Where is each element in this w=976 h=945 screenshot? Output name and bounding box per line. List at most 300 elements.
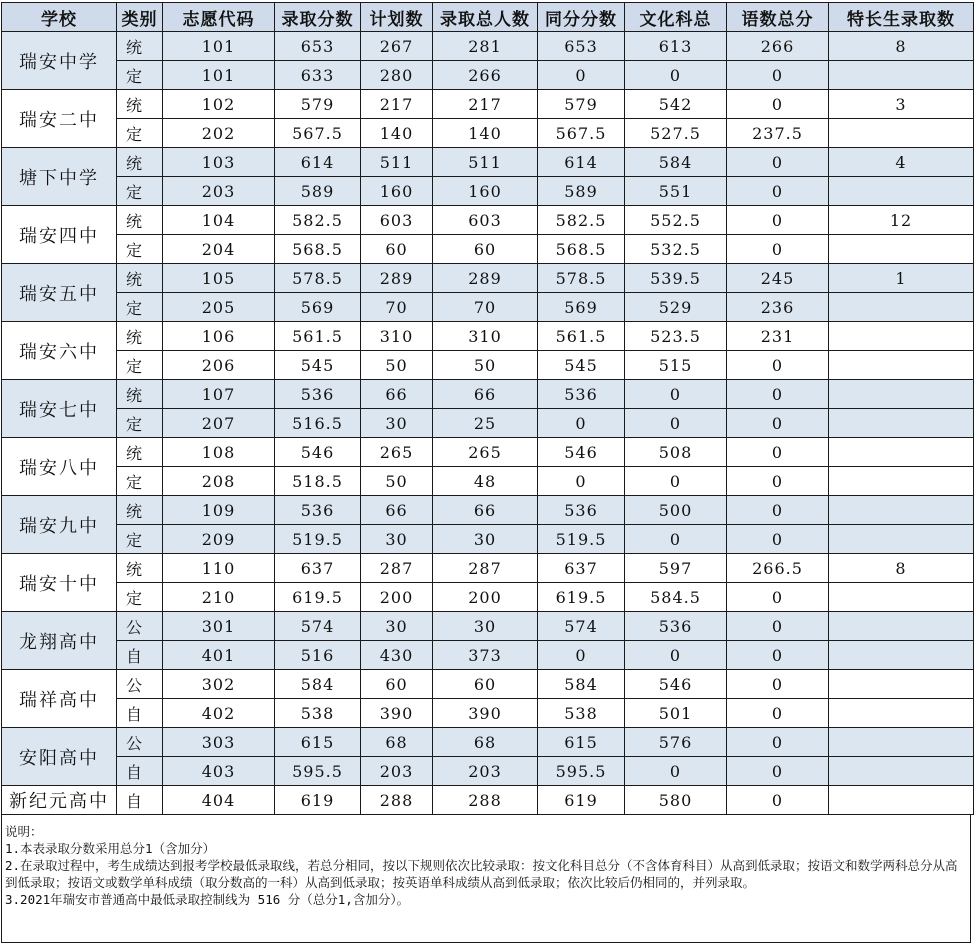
school-name-cell: 瑞安九中 <box>2 496 117 554</box>
admission-score-cell: 589 <box>275 177 361 206</box>
chinese-math-total-cell: 237.5 <box>727 119 829 148</box>
table-row <box>2 467 974 496</box>
code-cell: 110 <box>163 554 275 583</box>
chinese-math-total-cell: 266 <box>727 32 829 61</box>
header-plan-count: 计划数 <box>361 3 433 32</box>
admission-score-cell: 538 <box>275 699 361 728</box>
tie-score-cell: 538 <box>538 699 625 728</box>
admission-score-cell: 536 <box>275 496 361 525</box>
header-admission-score: 录取分数 <box>275 3 361 32</box>
admission-score-cell: 516.5 <box>275 409 361 438</box>
culture-total-cell: 0 <box>625 380 727 409</box>
chinese-math-total-cell: 0 <box>727 409 829 438</box>
table-row <box>2 670 974 699</box>
admitted-total-cell: 140 <box>433 119 538 148</box>
school-name-cell: 瑞安中学 <box>2 32 117 90</box>
specialty-count-cell <box>829 757 974 786</box>
culture-total-cell: 501 <box>625 699 727 728</box>
admission-score-cell: 569 <box>275 293 361 322</box>
tie-score-cell: 536 <box>538 496 625 525</box>
chinese-math-total-cell: 0 <box>727 467 829 496</box>
school-name-cell: 瑞祥高中 <box>2 670 117 728</box>
header-culture-total: 文化科总 <box>625 3 727 32</box>
table-row <box>2 61 974 90</box>
category-cell: 公 <box>117 612 163 641</box>
school-name-cell: 塘下中学 <box>2 148 117 206</box>
table-row <box>2 728 974 757</box>
category-cell: 自 <box>117 786 163 815</box>
admitted-total-cell: 68 <box>433 728 538 757</box>
table-row <box>2 32 974 61</box>
admitted-total-cell: 265 <box>433 438 538 467</box>
category-cell: 公 <box>117 670 163 699</box>
admission-score-cell: 633 <box>275 61 361 90</box>
culture-total-cell: 0 <box>625 525 727 554</box>
specialty-count-cell: 12 <box>829 206 974 235</box>
tie-score-cell: 561.5 <box>538 322 625 351</box>
category-cell: 统 <box>117 264 163 293</box>
school-name-cell: 瑞安十中 <box>2 554 117 612</box>
code-cell: 103 <box>163 148 275 177</box>
code-cell: 202 <box>163 119 275 148</box>
category-cell: 统 <box>117 496 163 525</box>
table-row <box>2 322 974 351</box>
culture-total-cell: 523.5 <box>625 322 727 351</box>
plan-count-cell: 265 <box>361 438 433 467</box>
code-cell: 206 <box>163 351 275 380</box>
admitted-total-cell: 281 <box>433 32 538 61</box>
culture-total-cell: 552.5 <box>625 206 727 235</box>
header-school: 学校 <box>2 3 117 32</box>
culture-total-cell: 613 <box>625 32 727 61</box>
admission-score-cell: 582.5 <box>275 206 361 235</box>
category-cell: 定 <box>117 467 163 496</box>
admitted-total-cell: 30 <box>433 525 538 554</box>
code-cell: 404 <box>163 786 275 815</box>
school-name-cell: 瑞安二中 <box>2 90 117 148</box>
category-cell: 定 <box>117 351 163 380</box>
specialty-count-cell: 1 <box>829 264 974 293</box>
plan-count-cell: 30 <box>361 409 433 438</box>
admitted-total-cell: 200 <box>433 583 538 612</box>
category-cell: 定 <box>117 409 163 438</box>
chinese-math-total-cell: 0 <box>727 583 829 612</box>
tie-score-cell: 519.5 <box>538 525 625 554</box>
school-name-cell: 安阳高中 <box>2 728 117 786</box>
culture-total-cell: 536 <box>625 612 727 641</box>
tie-score-cell: 578.5 <box>538 264 625 293</box>
plan-count-cell: 310 <box>361 322 433 351</box>
tie-score-cell: 584 <box>538 670 625 699</box>
category-cell: 定 <box>117 235 163 264</box>
culture-total-cell: 529 <box>625 293 727 322</box>
culture-total-cell: 597 <box>625 554 727 583</box>
table-row <box>2 409 974 438</box>
culture-total-cell: 580 <box>625 786 727 815</box>
culture-total-cell: 539.5 <box>625 264 727 293</box>
table-row <box>2 438 974 467</box>
tie-score-cell: 545 <box>538 351 625 380</box>
plan-count-cell: 50 <box>361 467 433 496</box>
specialty-count-cell <box>829 409 974 438</box>
chinese-math-total-cell: 0 <box>727 757 829 786</box>
specialty-count-cell: 8 <box>829 554 974 583</box>
specialty-count-cell <box>829 612 974 641</box>
category-cell: 定 <box>117 293 163 322</box>
code-cell: 105 <box>163 264 275 293</box>
specialty-count-cell <box>829 380 974 409</box>
admission-score-cell: 536 <box>275 380 361 409</box>
plan-count-cell: 160 <box>361 177 433 206</box>
tie-score-cell: 595.5 <box>538 757 625 786</box>
plan-count-cell: 267 <box>361 32 433 61</box>
plan-count-cell: 30 <box>361 612 433 641</box>
chinese-math-total-cell: 236 <box>727 293 829 322</box>
code-cell: 203 <box>163 177 275 206</box>
code-cell: 403 <box>163 757 275 786</box>
culture-total-cell: 0 <box>625 409 727 438</box>
table-row <box>2 90 974 119</box>
specialty-count-cell <box>829 322 974 351</box>
culture-total-cell: 508 <box>625 438 727 467</box>
chinese-math-total-cell: 0 <box>727 728 829 757</box>
tie-score-cell: 614 <box>538 148 625 177</box>
code-cell: 108 <box>163 438 275 467</box>
admitted-total-cell: 289 <box>433 264 538 293</box>
chinese-math-total-cell: 0 <box>727 148 829 177</box>
plan-count-cell: 287 <box>361 554 433 583</box>
tie-score-cell: 567.5 <box>538 119 625 148</box>
admission-score-cell: 574 <box>275 612 361 641</box>
category-cell: 公 <box>117 728 163 757</box>
chinese-math-total-cell: 245 <box>727 264 829 293</box>
header-category: 类别 <box>117 3 163 32</box>
plan-count-cell: 70 <box>361 293 433 322</box>
tie-score-cell: 582.5 <box>538 206 625 235</box>
admission-score-cell: 568.5 <box>275 235 361 264</box>
specialty-count-cell: 3 <box>829 90 974 119</box>
culture-total-cell: 515 <box>625 351 727 380</box>
tie-score-cell: 589 <box>538 177 625 206</box>
category-cell: 统 <box>117 32 163 61</box>
admitted-total-cell: 287 <box>433 554 538 583</box>
notes-heading: 说明： <box>5 824 43 839</box>
chinese-math-total-cell: 0 <box>727 351 829 380</box>
category-cell: 自 <box>117 757 163 786</box>
culture-total-cell: 0 <box>625 757 727 786</box>
school-name-cell: 瑞安五中 <box>2 264 117 322</box>
header-row <box>2 3 974 32</box>
chinese-math-total-cell: 231 <box>727 322 829 351</box>
specialty-count-cell <box>829 293 974 322</box>
school-name-cell: 龙翔高中 <box>2 612 117 670</box>
admitted-total-cell: 266 <box>433 61 538 90</box>
admission-score-cell: 579 <box>275 90 361 119</box>
category-cell: 定 <box>117 61 163 90</box>
culture-total-cell: 576 <box>625 728 727 757</box>
tie-score-cell: 619 <box>538 786 625 815</box>
plan-count-cell: 140 <box>361 119 433 148</box>
admitted-total-cell: 60 <box>433 235 538 264</box>
chinese-math-total-cell: 0 <box>727 90 829 119</box>
table-row <box>2 351 974 380</box>
table-row <box>2 293 974 322</box>
specialty-count-cell <box>829 467 974 496</box>
admitted-total-cell: 48 <box>433 467 538 496</box>
tie-score-cell: 637 <box>538 554 625 583</box>
code-cell: 101 <box>163 32 275 61</box>
code-cell: 402 <box>163 699 275 728</box>
chinese-math-total-cell: 0 <box>727 670 829 699</box>
school-name-cell: 瑞安八中 <box>2 438 117 496</box>
school-name-cell: 瑞安六中 <box>2 322 117 380</box>
admission-score-cell: 584 <box>275 670 361 699</box>
admitted-total-cell: 390 <box>433 699 538 728</box>
category-cell: 统 <box>117 90 163 119</box>
tie-score-cell: 0 <box>538 409 625 438</box>
tie-score-cell: 615 <box>538 728 625 757</box>
category-cell: 统 <box>117 438 163 467</box>
table-row <box>2 554 974 583</box>
plan-count-cell: 60 <box>361 235 433 264</box>
specialty-count-cell <box>829 351 974 380</box>
code-cell: 204 <box>163 235 275 264</box>
specialty-count-cell <box>829 235 974 264</box>
notes-box <box>1 815 971 943</box>
chinese-math-total-cell: 0 <box>727 206 829 235</box>
table-row <box>2 264 974 293</box>
tie-score-cell: 0 <box>538 61 625 90</box>
culture-total-cell: 584.5 <box>625 583 727 612</box>
code-cell: 302 <box>163 670 275 699</box>
admitted-total-cell: 288 <box>433 786 538 815</box>
culture-total-cell: 532.5 <box>625 235 727 264</box>
admission-score-cell: 614 <box>275 148 361 177</box>
tie-score-cell: 619.5 <box>538 583 625 612</box>
admitted-total-cell: 511 <box>433 148 538 177</box>
specialty-count-cell <box>829 119 974 148</box>
plan-count-cell: 289 <box>361 264 433 293</box>
culture-total-cell: 0 <box>625 641 727 670</box>
code-cell: 102 <box>163 90 275 119</box>
tie-score-cell: 0 <box>538 641 625 670</box>
specialty-count-cell <box>829 438 974 467</box>
tie-score-cell: 536 <box>538 380 625 409</box>
code-cell: 208 <box>163 467 275 496</box>
plan-count-cell: 60 <box>361 670 433 699</box>
table-row <box>2 235 974 264</box>
specialty-count-cell <box>829 525 974 554</box>
table-body <box>2 32 974 815</box>
specialty-count-cell <box>829 728 974 757</box>
admission-score-cell: 578.5 <box>275 264 361 293</box>
category-cell: 定 <box>117 525 163 554</box>
admission-score-cell: 545 <box>275 351 361 380</box>
school-name-cell: 新纪元高中 <box>2 786 117 815</box>
tie-score-cell: 546 <box>538 438 625 467</box>
tie-score-cell: 0 <box>538 467 625 496</box>
admitted-total-cell: 160 <box>433 177 538 206</box>
admitted-total-cell: 30 <box>433 612 538 641</box>
admitted-total-cell: 217 <box>433 90 538 119</box>
plan-count-cell: 68 <box>361 728 433 757</box>
plan-count-cell: 288 <box>361 786 433 815</box>
admitted-total-cell: 603 <box>433 206 538 235</box>
specialty-count-cell <box>829 699 974 728</box>
admitted-total-cell: 66 <box>433 380 538 409</box>
code-cell: 101 <box>163 61 275 90</box>
header-code: 志愿代码 <box>163 3 275 32</box>
admitted-total-cell: 310 <box>433 322 538 351</box>
culture-total-cell: 527.5 <box>625 119 727 148</box>
school-name-cell: 瑞安七中 <box>2 380 117 438</box>
specialty-count-cell <box>829 670 974 699</box>
plan-count-cell: 511 <box>361 148 433 177</box>
table-row <box>2 699 974 728</box>
category-cell: 统 <box>117 322 163 351</box>
code-cell: 205 <box>163 293 275 322</box>
chinese-math-total-cell: 0 <box>727 235 829 264</box>
note-line-3: 3.2021年瑞安市普通高中最低录取控制线为 516 分（总分1,含加分）。 <box>5 892 410 907</box>
table-row <box>2 380 974 409</box>
code-cell: 207 <box>163 409 275 438</box>
chinese-math-total-cell: 0 <box>727 699 829 728</box>
category-cell: 统 <box>117 206 163 235</box>
code-cell: 401 <box>163 641 275 670</box>
specialty-count-cell: 4 <box>829 148 974 177</box>
specialty-count-cell <box>829 786 974 815</box>
admission-score-sheet <box>1 2 974 943</box>
admitted-total-cell: 203 <box>433 757 538 786</box>
code-cell: 303 <box>163 728 275 757</box>
chinese-math-total-cell: 0 <box>727 641 829 670</box>
plan-count-cell: 390 <box>361 699 433 728</box>
admission-score-cell: 567.5 <box>275 119 361 148</box>
tie-score-cell: 579 <box>538 90 625 119</box>
chinese-math-total-cell: 0 <box>727 380 829 409</box>
admitted-total-cell: 373 <box>433 641 538 670</box>
table-row <box>2 757 974 786</box>
note-line-1: 1.本表录取分数采用总分1（含加分） <box>5 841 216 856</box>
chinese-math-total-cell: 0 <box>727 786 829 815</box>
category-cell: 自 <box>117 699 163 728</box>
culture-total-cell: 500 <box>625 496 727 525</box>
admission-score-cell: 546 <box>275 438 361 467</box>
admitted-total-cell: 50 <box>433 351 538 380</box>
plan-count-cell: 280 <box>361 61 433 90</box>
admission-score-cell: 516 <box>275 641 361 670</box>
admission-score-cell: 619.5 <box>275 583 361 612</box>
category-cell: 统 <box>117 380 163 409</box>
code-cell: 107 <box>163 380 275 409</box>
table-row <box>2 206 974 235</box>
school-name-cell: 瑞安四中 <box>2 206 117 264</box>
code-cell: 209 <box>163 525 275 554</box>
admission-score-cell: 519.5 <box>275 525 361 554</box>
category-cell: 定 <box>117 583 163 612</box>
table-row <box>2 641 974 670</box>
chinese-math-total-cell: 0 <box>727 612 829 641</box>
header-specialty-count: 特长生录取数 <box>829 3 974 32</box>
culture-total-cell: 584 <box>625 148 727 177</box>
specialty-count-cell <box>829 177 974 206</box>
header-admitted-total: 录取总人数 <box>433 3 538 32</box>
culture-total-cell: 0 <box>625 61 727 90</box>
plan-count-cell: 430 <box>361 641 433 670</box>
chinese-math-total-cell: 0 <box>727 177 829 206</box>
admission-score-cell: 653 <box>275 32 361 61</box>
chinese-math-total-cell: 0 <box>727 438 829 467</box>
plan-count-cell: 203 <box>361 757 433 786</box>
admission-score-cell: 615 <box>275 728 361 757</box>
admission-score-cell: 619 <box>275 786 361 815</box>
plan-count-cell: 217 <box>361 90 433 119</box>
specialty-count-cell <box>829 641 974 670</box>
code-cell: 106 <box>163 322 275 351</box>
admission-table <box>1 2 974 815</box>
culture-total-cell: 542 <box>625 90 727 119</box>
category-cell: 统 <box>117 148 163 177</box>
admission-score-cell: 595.5 <box>275 757 361 786</box>
plan-count-cell: 200 <box>361 583 433 612</box>
table-row <box>2 525 974 554</box>
category-cell: 定 <box>117 119 163 148</box>
admitted-total-cell: 60 <box>433 670 538 699</box>
code-cell: 109 <box>163 496 275 525</box>
admission-score-cell: 518.5 <box>275 467 361 496</box>
code-cell: 104 <box>163 206 275 235</box>
plan-count-cell: 603 <box>361 206 433 235</box>
tie-score-cell: 574 <box>538 612 625 641</box>
chinese-math-total-cell: 0 <box>727 61 829 90</box>
category-cell: 统 <box>117 554 163 583</box>
admission-score-cell: 637 <box>275 554 361 583</box>
note-line-2: 2.在录取过程中，考生成绩达到报考学校最低录取线，若总分相同，按以下规则依次比较录取：按文化科目总分（不含体育科目）从高到低录取；按语文和数学两科总分从高到低录取；按语文或数学单科成绩（取分数高的一科）从高到低录取；按英语单科成绩从高到低录取；依次比较后仍相同的，并列录取。 <box>5 858 958 890</box>
plan-count-cell: 30 <box>361 525 433 554</box>
category-cell: 定 <box>117 177 163 206</box>
culture-total-cell: 546 <box>625 670 727 699</box>
table-row <box>2 119 974 148</box>
chinese-math-total-cell: 0 <box>727 496 829 525</box>
specialty-count-cell <box>829 496 974 525</box>
plan-count-cell: 66 <box>361 496 433 525</box>
category-cell: 自 <box>117 641 163 670</box>
admitted-total-cell: 66 <box>433 496 538 525</box>
table-row <box>2 612 974 641</box>
table-row <box>2 786 974 815</box>
culture-total-cell: 0 <box>625 467 727 496</box>
plan-count-cell: 50 <box>361 351 433 380</box>
code-cell: 301 <box>163 612 275 641</box>
culture-total-cell: 551 <box>625 177 727 206</box>
tie-score-cell: 568.5 <box>538 235 625 264</box>
table-row <box>2 148 974 177</box>
specialty-count-cell <box>829 583 974 612</box>
code-cell: 210 <box>163 583 275 612</box>
chinese-math-total-cell: 0 <box>727 525 829 554</box>
table-row <box>2 177 974 206</box>
table-row <box>2 583 974 612</box>
admission-score-cell: 561.5 <box>275 322 361 351</box>
admitted-total-cell: 25 <box>433 409 538 438</box>
table-row <box>2 496 974 525</box>
specialty-count-cell <box>829 61 974 90</box>
chinese-math-total-cell: 266.5 <box>727 554 829 583</box>
tie-score-cell: 653 <box>538 32 625 61</box>
tie-score-cell: 569 <box>538 293 625 322</box>
header-tie-score: 同分分数 <box>538 3 625 32</box>
plan-count-cell: 66 <box>361 380 433 409</box>
